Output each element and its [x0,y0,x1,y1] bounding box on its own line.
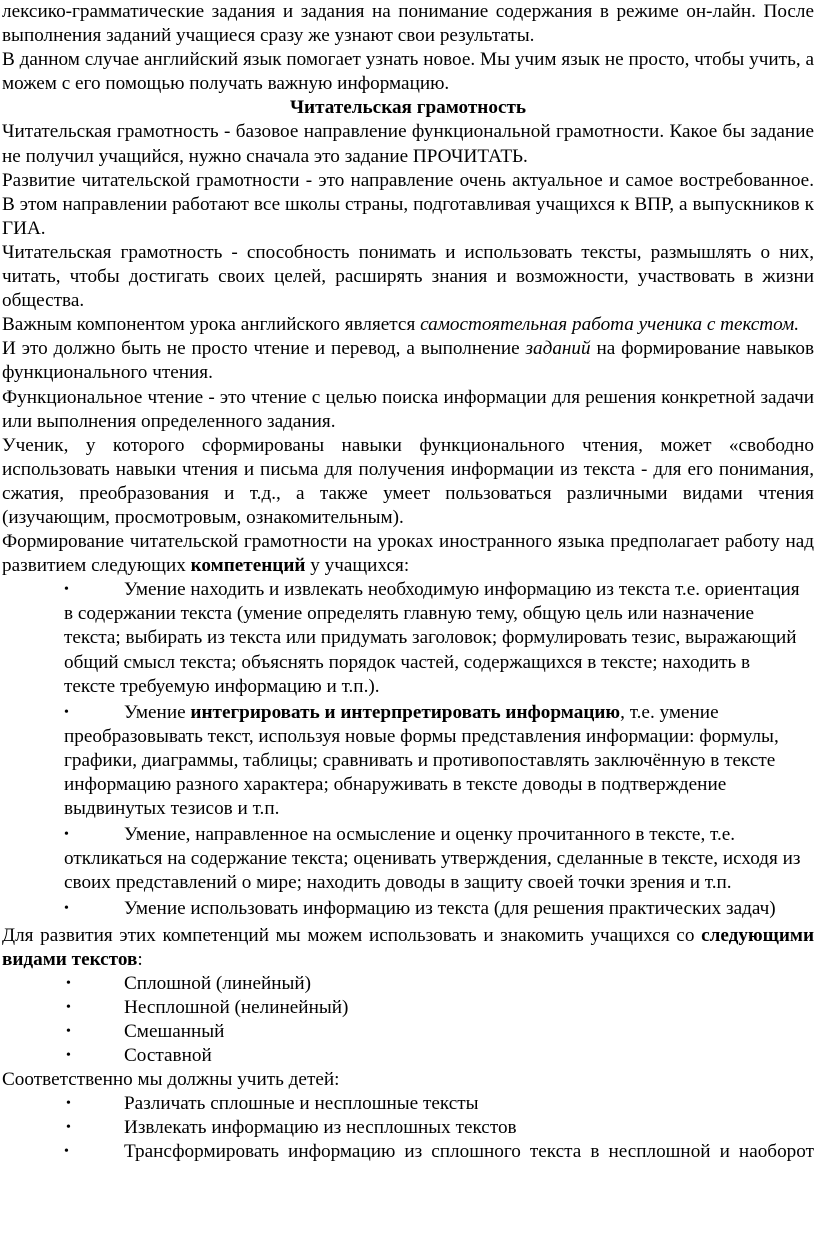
bullet-icon: • [66,999,71,1015]
list-item-text: Умение, направленное на осмысление и оценку прочитанного в тексте, т.е. откликаться на содержание текста; оценивать утверждения, сделанные в тексте, исходя из своих представлений о мире; находить доводы в защиту своей точки зрения и т.п. [64,824,801,894]
bold-run: следующими видами текстов [2,924,814,970]
list-item [2,972,814,996]
text-run: Формирование читательской грамотности на уроках иностранного языка предполагает работу над развитием следующих [2,531,814,577]
list-item [2,578,814,698]
bullet-icon: • [64,704,69,720]
list-item-text: Составной [124,1045,212,1067]
paragraph-independent-work [2,313,814,337]
list-item-text: Умение находить и извлекать необходимую информацию из текста т.е. ориентация в содержании текста (умение определять главную тему, общую цель или назначение текста; выбирать из текста или придумать заголовок; формулировать тезис, выражающий общий смысл текста; объяснять порядок частей, содержащихся в тексте; находить в тексте требуемую информацию и т.п.). [64,579,800,697]
list-item [2,701,814,821]
list-item [2,897,814,921]
paragraph-teach-children: Соответственно мы должны учить детей: [2,1069,340,1091]
list-item [2,1044,814,1068]
text-run: у учащихся: [305,555,410,577]
paragraph-competencies-intro [2,530,814,578]
bullet-icon: • [66,1048,71,1064]
bullet-icon: • [66,1120,71,1136]
list-item-text: Несплошной (нелинейный) [124,996,349,1018]
paragraph-reading-literacy-development: Развитие читательской грамотности - это направление очень актуальное и самое востребованное. В этом направлении работают все школы страны, подготавливая учащихся к ВПР, а выпускников к ГИА. [2,169,814,239]
list-item-text: Различать сплошные и несплошные тексты [124,1093,479,1115]
list-item [2,1092,814,1116]
bullet-icon: • [66,1023,71,1039]
bold-run: интегрировать и интерпретировать информацию [190,701,621,723]
competencies-list [2,578,814,921]
list-item [2,1116,814,1140]
list-item-text: Сплошной (линейный) [124,972,312,994]
list-item-text: Трансформировать информацию из сплошного текста в несплошной и наоборот [124,1141,814,1163]
text-run: на формирование навыков функционального чтения. [2,338,815,384]
text-run: : [137,948,143,970]
emphasis-run: заданий [525,338,591,360]
text-types-list [2,972,814,1068]
section-heading: Читательская грамотность [289,97,527,119]
list-item [2,1140,814,1164]
text-run: Умение [124,701,191,723]
paragraph-english-helps: В данном случае английский язык помогает узнать новое. Мы учим язык не просто, чтобы учить, а можем с его помощью получать важную информацию. [2,49,814,95]
bullet-icon: • [64,827,69,843]
emphasis-run: самостоятельная работа ученика с текстом. [420,314,800,336]
skills-list [2,1092,814,1164]
list-item-text: Извлекать информацию из несплошных текстов [124,1117,517,1139]
list-item [2,996,814,1020]
bold-run: компетенций [190,555,306,577]
list-item-text: Умение использовать информацию из текста (для решения практических задач) [124,898,776,920]
bullet-icon: • [64,901,69,917]
paragraph-online-tasks: лексико-грамматические задания и задания на понимание содержания в режиме он-лайн. После выполнения заданий учащиеся сразу же узнают свои результаты. [2,1,814,47]
bullet-icon: • [66,975,71,991]
list-item [2,1020,814,1044]
text-run: Важным компонентом урока английского является [2,314,421,336]
paragraph-text-types-intro [2,924,814,972]
text-run: И это должно быть не просто чтение и перевод, а выполнение [2,338,526,360]
bullet-icon: • [66,1096,71,1112]
text-run: Для развития этих компетенций мы можем использовать и знакомить учащихся со [2,924,702,946]
list-item-text: Смешанный [124,1020,225,1042]
paragraph-functional-reading: Функциональное чтение - это чтение с целью поиска информации для решения конкретной задачи или выполнения определенного задания. [2,386,814,432]
paragraph-student-skills: Ученик, у которого сформированы навыки функционального чтения, может «свободно использовать навыки чтения и письма для получения информации из текста - для его понимания, сжатия, преобразования и т.д., а также умеет пользоваться различными видами чтения (изучающим, просмотровым, ознакомительным). [2,434,814,528]
paragraph-reading-literacy-base: Читательская грамотность - базовое направление функциональной грамотности. Какое бы задание не получил учащийся, нужно сначала это задание ПРОЧИТАТЬ. [2,121,814,167]
bullet-icon: • [64,1144,69,1160]
text-run: , т.е. умение преобразовывать текст, используя новые формы представления информации: формулы, графики, диаграммы, таблицы; сравнивать и противопоставлять заключённую в тексте информацию разного характера; обнаруживать в тексте доводы в подтверждение выдвинутых тезисов и т.п. [64,701,779,820]
paragraph-reading-literacy-definition: Читательская грамотность - способность понимать и использовать тексты, размышлять о них, читать, чтобы достигать своих целей, расширять знания и возможности, участвовать в жизни общества. [2,241,814,312]
bullet-icon: • [64,582,69,598]
list-item [2,823,814,895]
paragraph-not-just-reading [2,337,814,385]
list-item-text [64,701,806,821]
